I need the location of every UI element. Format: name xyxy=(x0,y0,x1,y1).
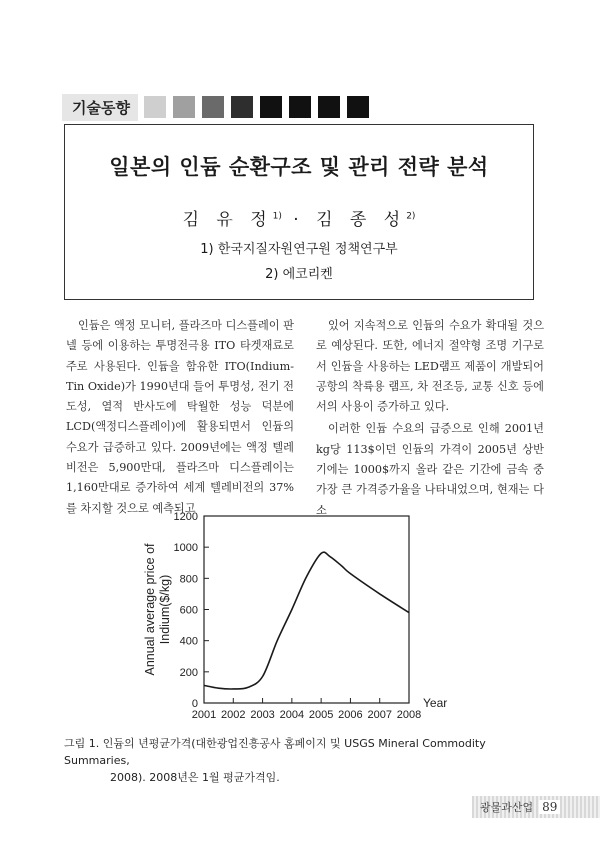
x-axis-label: Year xyxy=(423,696,448,710)
page-footer xyxy=(472,796,600,818)
body-left-column xyxy=(66,316,294,519)
body-paragraph: 인듐은 액정 모니터, 플라즈마 디스플레이 판넬 등에 이용하는 투명전극용 ITO 타겟재료로 주로 사용된다. 인듐을 함유한 ITO(Indium-Tin Oxide)가 1990년대 들어 투명성, 전기 전도성, 열적 반사도에 탁월한 성능 덕분에 LCD(액정디스플레이)에 활용되면서 인듐의 수요가 급증하고 있다. 2009년에는 액정 텔레비전은 5,900만대, 플라즈마 디스플레이는 1,160만대로 증가하여 세계 텔레비전의 37%를 차지할 것으로 예측되고 xyxy=(66,319,294,515)
x-tick-label: 2001 xyxy=(191,709,217,721)
section-tag-blocks xyxy=(144,96,369,118)
author-1-sup: 1) xyxy=(272,211,282,222)
author-2: 김 종 성 xyxy=(316,210,407,230)
y-tick-label: 1000 xyxy=(173,542,198,555)
decorative-block xyxy=(347,96,369,118)
x-tick-label: 2003 xyxy=(250,709,275,721)
author-separator: · xyxy=(281,210,317,230)
decorative-block xyxy=(231,96,253,118)
body-paragraph: 이러한 인듐 수요의 급증으로 인해 2001년 kg당 113$이던 인듐의 가격이 2005년 상반기에는 1000$까지 올라 같은 기간에 금속 중 가장 큰 가격증가율을 나타내었으며, 현재는 다소 xyxy=(316,422,544,517)
decorative-block xyxy=(260,96,282,118)
decorative-block xyxy=(318,96,340,118)
x-tick-label: 2002 xyxy=(221,709,246,721)
body-right-column xyxy=(316,316,544,521)
y-tick-label: 0 xyxy=(191,698,198,710)
plot-frame xyxy=(204,516,409,703)
x-tick-label: 2005 xyxy=(308,709,334,721)
y-tick-label: 600 xyxy=(179,604,198,617)
caption-line-1: 그림 1. 인듐의 년평균가격(대한광업진흥공사 홈페이지 및 USGS Mineral Commodity Summaries, xyxy=(64,737,486,767)
x-tick-label: 2007 xyxy=(367,709,392,721)
body-paragraph: 있어 지속적으로 인듐의 수요가 확대될 것으로 예상된다. 또한, 에너지 절약형 조명 기구로서 인듐을 사용하는 LED램프 제품이 개발되어 공항의 착륙용 램프, 차 전조등, 교통 신호 등에서의 사용이 증가하고 있다. xyxy=(316,319,544,414)
y-tick-label: 1200 xyxy=(173,511,198,523)
article-title: 일본의 인듐 순환구조 및 관리 전략 분석 xyxy=(109,155,489,179)
figure-caption xyxy=(64,735,544,786)
y-axis-label-line-1: Annual average price of xyxy=(143,543,157,676)
y-tick-label: 400 xyxy=(179,635,198,648)
decorative-block xyxy=(173,96,195,118)
x-tick-label: 2006 xyxy=(338,709,363,721)
y-tick-label: 800 xyxy=(179,573,198,586)
publication-name: 광물과산업 xyxy=(480,801,534,814)
y-axis-label xyxy=(143,543,172,676)
section-tag xyxy=(62,92,369,122)
price-line xyxy=(204,552,409,689)
affiliation-2: 2) 에코리켄 xyxy=(265,267,333,282)
y-tick-label: 200 xyxy=(179,666,198,679)
author-2-sup: 2) xyxy=(406,211,416,222)
title-box xyxy=(64,124,534,300)
price-chart xyxy=(140,508,460,728)
y-axis-label-line-2: Indium($/kg) xyxy=(158,574,172,645)
article-authors xyxy=(65,205,533,230)
decorative-block xyxy=(144,96,166,118)
x-tick-label: 2004 xyxy=(279,709,305,721)
section-tag-label: 기술동향 xyxy=(62,94,138,121)
affiliation-1: 1) 한국지질자원연구원 정책연구부 xyxy=(200,242,398,257)
decorative-block xyxy=(289,96,311,118)
x-tick-label: 2008 xyxy=(396,709,422,721)
decorative-block xyxy=(202,96,224,118)
caption-line-2: 2008). 2008년은 1월 평균가격임. xyxy=(110,771,280,784)
page-number: 89 xyxy=(539,800,560,814)
author-1: 김 유 정 xyxy=(182,210,273,230)
